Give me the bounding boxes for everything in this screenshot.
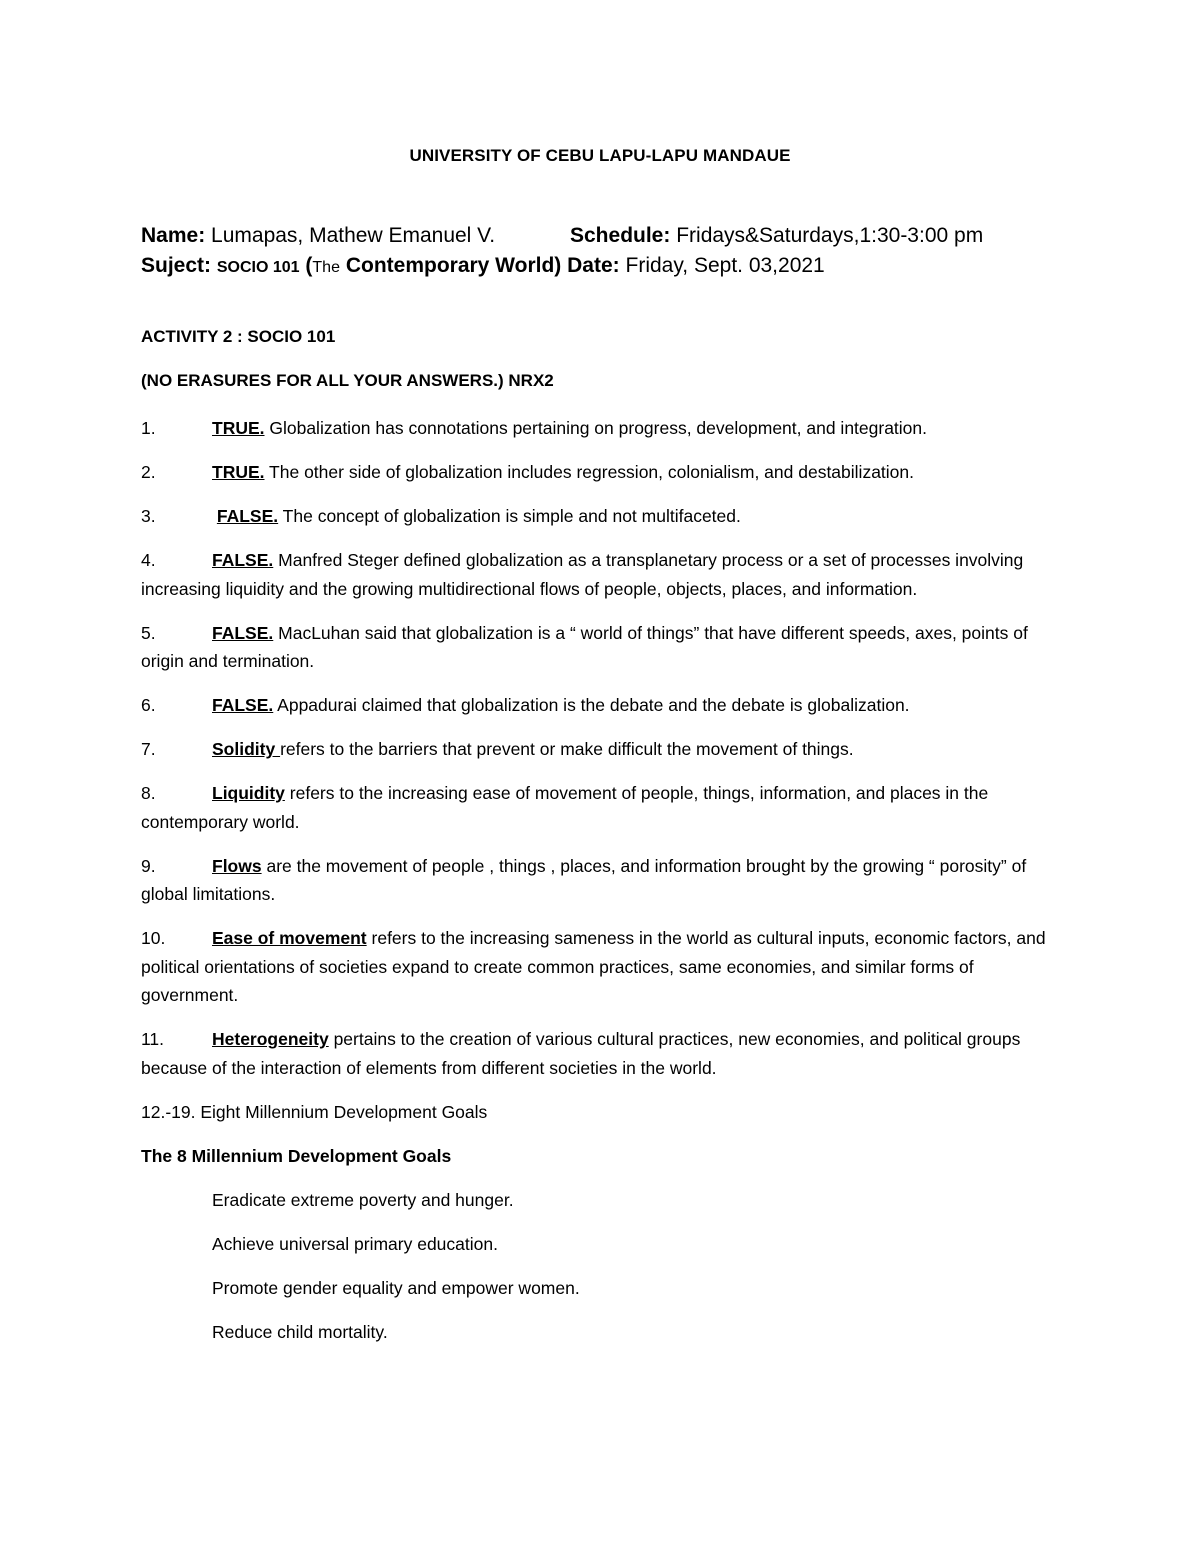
list-item (141, 735, 1066, 764)
item-number: 8. (141, 783, 156, 803)
item-text: refers to the barriers that prevent or make difficult the movement of things. (280, 739, 854, 759)
item-text: pertains to the creation of various cultural practices, new economies, and political groups because of the interaction of elements from different societies in the world. (141, 1029, 1021, 1078)
item-text: refers to the increasing ease of movement of people, things, information, and places in the contemporary world. (141, 783, 989, 832)
list-item (141, 779, 1066, 836)
item-answer: Heterogeneity (212, 1029, 329, 1049)
item-number: 11. (141, 1029, 165, 1049)
item-number: 3. (141, 506, 156, 526)
list-item (141, 502, 1066, 531)
name-value: Lumapas, Mathew Emanuel V. (211, 224, 496, 247)
subject-code: SOCIO 101 (216, 259, 300, 276)
item-answer: FALSE. (216, 506, 279, 526)
schedule-label: Schedule: (570, 224, 671, 247)
mdg-intro: 12.-19. Eight Millennium Development Goals (141, 1101, 488, 1122)
date-value: Friday, Sept. 03,2021 (625, 254, 825, 277)
instruction: (NO ERASURES FOR ALL YOUR ANSWERS.) NRX2 (141, 371, 554, 390)
item-answer: FALSE. (212, 695, 274, 715)
list-item (141, 1025, 1066, 1082)
item-text: MacLuhan said that globalization is a “ world of things” that have different speeds, axes, points of origin and termination. (141, 622, 1028, 671)
list-item (141, 691, 1066, 720)
item-number: 1. (141, 418, 156, 438)
schedule-value: Fridays&Saturdays,1:30-3:00 pm (676, 224, 984, 247)
subject-the: The (312, 259, 340, 276)
item-text: The concept of globalization is simple and not multifaceted. (278, 506, 741, 526)
item-number: 7. (141, 739, 156, 759)
mdg-title: The 8 Millennium Development Goals (141, 1145, 452, 1166)
item-answer: TRUE. (212, 462, 265, 482)
list-item (141, 458, 1066, 487)
list-item (141, 852, 1066, 909)
item-answer: TRUE. (212, 418, 265, 438)
subject-line (141, 254, 825, 278)
item-number: 5. (141, 622, 156, 643)
goal-item: Promote gender equality and empower women. (212, 1277, 580, 1298)
date-label: Date: (567, 254, 620, 277)
item-text: Globalization has connotations pertaining on progress, development, and integration. (264, 418, 928, 438)
item-number: 4. (141, 550, 156, 570)
answer-list (141, 414, 1066, 1362)
goal-item: Achieve universal primary education. (212, 1233, 498, 1254)
item-answer: Flows (212, 855, 262, 876)
list-item (141, 619, 1066, 676)
item-text: refers to the increasing sameness in the world as cultural inputs, economic factors, and political orientations of societies expand to create common practices, same economies, and similar forms of government. (141, 928, 1046, 1005)
name-line (141, 224, 495, 248)
list-item (141, 924, 1066, 1010)
item-answer: FALSE. (212, 550, 274, 570)
subject-title: Contemporary World) (345, 254, 562, 277)
subject-paren: ( (305, 254, 313, 277)
goal-item: Reduce child mortality. (212, 1321, 388, 1342)
item-number: 10. (141, 928, 166, 948)
item-text: The other side of globalization includes regression, colonialism, and destabilization. (264, 462, 914, 482)
list-item (141, 546, 1066, 603)
schedule-line (570, 224, 983, 248)
item-answer: FALSE. (212, 622, 274, 643)
item-text: Appadurai claimed that globalization is the debate and the debate is globalization. (273, 695, 910, 715)
item-number: 9. (141, 855, 156, 876)
goal-item: Eradicate extreme poverty and hunger. (212, 1189, 514, 1210)
item-number: 6. (141, 695, 156, 715)
item-text: are the movement of people , things , places, and information brought by the growing “ porosity” of global limitations. (141, 855, 1027, 904)
subject-label: Suject: (141, 254, 212, 277)
item-answer: Ease of movement (212, 928, 367, 948)
item-answer: Solidity (212, 739, 281, 759)
university-heading: UNIVERSITY OF CEBU LAPU-LAPU MANDAUE (409, 146, 791, 165)
activity-title: ACTIVITY 2 : SOCIO 101 (141, 327, 336, 346)
item-answer: Liquidity (212, 783, 285, 803)
item-text: Manfred Steger defined globalization as a transplanetary process or a set of processes involving increasing liquidity and the growing multidirectional flows of people, objects, places, and information. (141, 550, 1024, 599)
item-number: 2. (141, 462, 156, 482)
name-label: Name: (141, 224, 206, 247)
list-item (141, 414, 1066, 443)
